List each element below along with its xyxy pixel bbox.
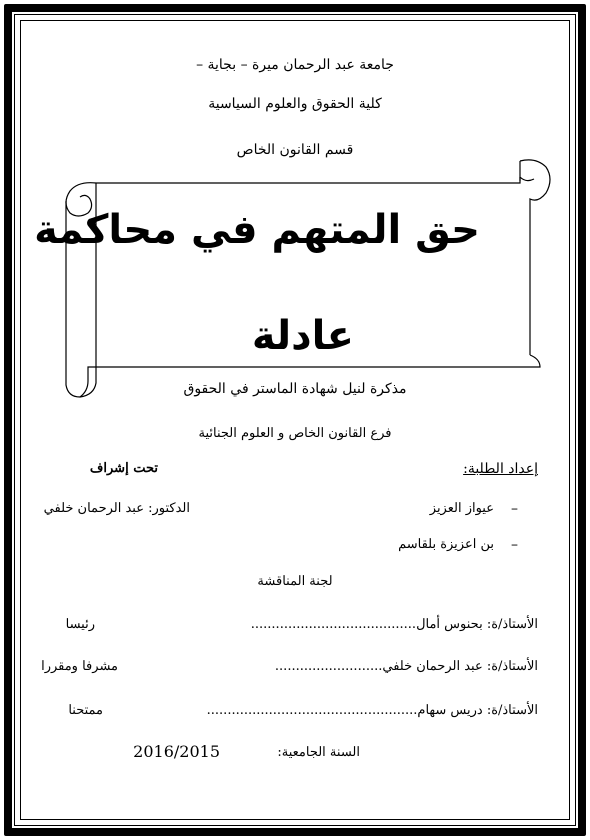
university-name: جامعة عبد الرحمان ميرة – بجاية – [196, 57, 394, 73]
memo-purpose: مذكرة لنيل شهادة الماستر في الحقوق [183, 381, 407, 397]
committee-member-2: الأستاذ/ة: عبد الرحمان خلفي.......................... [274, 659, 538, 674]
inner-border [20, 20, 570, 820]
scroll-banner [58, 155, 558, 403]
student-name-2: بن اعزيزة بلقاسم [398, 537, 494, 552]
student-name-1: عيواز العزيز [429, 501, 494, 516]
committee-member-1: الأستاذ/ة: بحنوس أمال........................................ [250, 617, 538, 632]
member-name: الأستاذ/ة: عبد الرحمان خلفي [382, 659, 538, 674]
committee-member-3: الأستاذ/ة: دريس سهام................................................... [206, 703, 538, 718]
thesis-title-line1: حق المتهم في محاكمة [34, 207, 480, 253]
student-bullet-2: – [511, 537, 518, 553]
member-name: الأستاذ/ة: دريس سهام [417, 703, 538, 718]
committee-role-2: مشرفا ومقررا [41, 659, 118, 674]
academic-year-label: السنة الجامعية: [277, 745, 360, 760]
student-bullet-1: – [511, 501, 518, 517]
committee-role-3: ممتحنا [68, 703, 103, 718]
supervisor-name: الدكتور: عبد الرحمان خلفي [43, 501, 190, 516]
department-name: قسم القانون الخاص [236, 142, 354, 158]
thesis-title-line2: عادلة [251, 313, 354, 359]
students-label: إعداد الطلبة: [463, 461, 538, 477]
academic-year-value: 2016/2015 [133, 742, 220, 761]
supervision-label: تحت إشراف [89, 461, 158, 476]
member-name: الأستاذ/ة: بحنوس أمال [416, 617, 538, 632]
memo-branch: فرع القانون الخاص و العلوم الجنائية [198, 426, 392, 441]
committee-label: لجنة المناقشة [257, 574, 333, 589]
faculty-name: كلية الحقوق والعلوم السياسية [208, 96, 382, 112]
committee-role-1: رئيسا [65, 617, 95, 632]
